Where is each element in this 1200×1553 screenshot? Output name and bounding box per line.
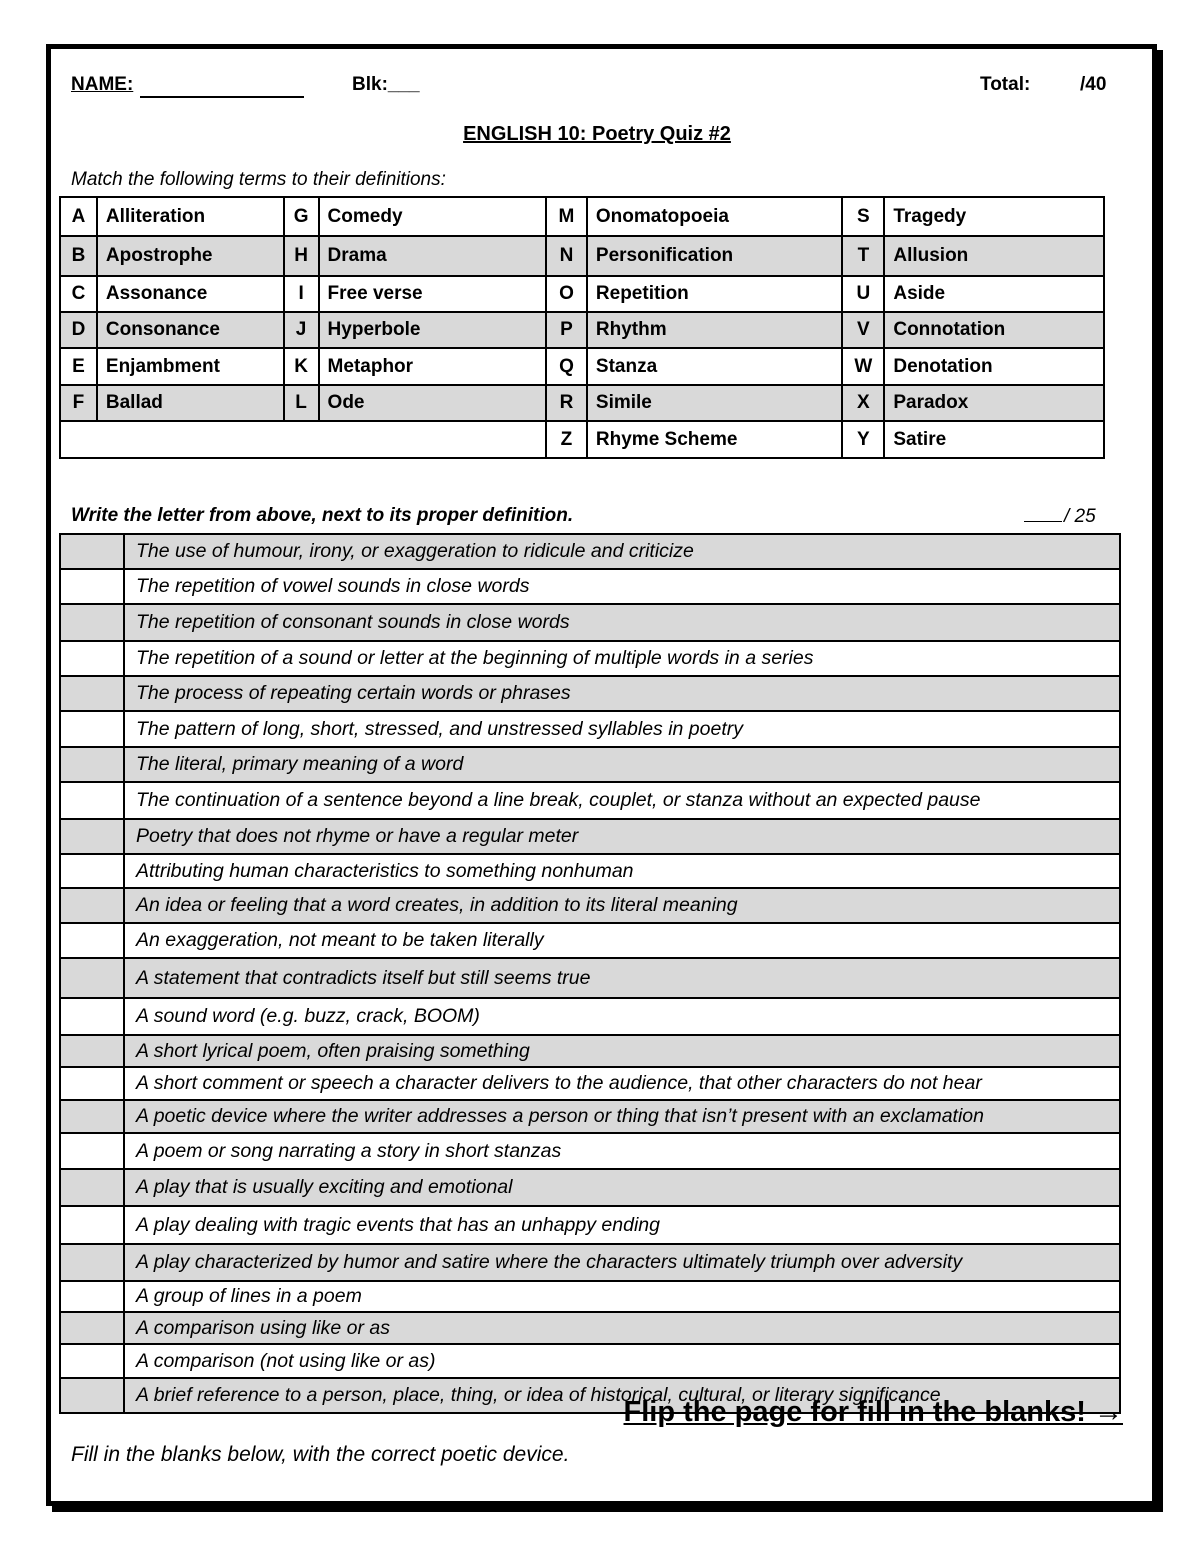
definition-text: A brief reference to a person, place, thing, or idea of historical, cultural, or literary significance <box>124 1378 1120 1413</box>
term-name: Stanza <box>587 348 843 385</box>
answer-blank[interactable] <box>60 569 124 604</box>
answer-blank[interactable] <box>60 854 124 888</box>
definition-text: The pattern of long, short, stressed, and unstressed syllables in poetry <box>124 711 1120 747</box>
total-score: /40 <box>1080 74 1107 95</box>
answer-blank[interactable] <box>60 1378 124 1413</box>
definitions-score-value: / 25 <box>1064 506 1096 527</box>
definition-row <box>60 604 1120 641</box>
term-name: Enjambment <box>97 348 284 385</box>
quiz-title: ENGLISH 10: Poetry Quiz #2 <box>463 123 731 145</box>
answer-blank[interactable] <box>60 676 124 711</box>
definition-text: An idea or feeling that a word creates, in addition to its literal meaning <box>124 888 1120 923</box>
definition-text: An exaggeration, not meant to be taken literally <box>124 923 1120 958</box>
terms-row <box>60 312 1104 348</box>
term-name: Alliteration <box>97 197 284 236</box>
answer-blank[interactable] <box>60 888 124 923</box>
definition-row <box>60 923 1120 958</box>
answer-blank[interactable] <box>60 1067 124 1100</box>
term-name: Ode <box>319 385 546 421</box>
answer-blank[interactable] <box>60 1035 124 1067</box>
terms-row <box>60 421 1104 458</box>
definition-text: A group of lines in a poem <box>124 1281 1120 1312</box>
answer-blank[interactable] <box>60 923 124 958</box>
definition-text: A short lyrical poem, often praising something <box>124 1035 1120 1067</box>
answer-blank[interactable] <box>60 534 124 569</box>
definition-row <box>60 1100 1120 1133</box>
definition-text: A play characterized by humor and satire where the characters ultimately triumph over adversity <box>124 1244 1120 1281</box>
definition-text: The repetition of consonant sounds in close words <box>124 604 1120 641</box>
term-letter: O <box>546 276 587 312</box>
term-name: Paradox <box>884 385 1104 421</box>
answer-blank[interactable] <box>60 1100 124 1133</box>
definition-text: A poetic device where the writer addresses a person or thing that isn’t present with an exclamation <box>124 1100 1120 1133</box>
definition-row <box>60 1169 1120 1206</box>
total-label: Total: <box>980 74 1031 95</box>
term-letter: N <box>546 236 587 276</box>
answer-blank[interactable] <box>60 604 124 641</box>
answer-blank[interactable] <box>60 1281 124 1312</box>
term-letter: I <box>284 276 319 312</box>
definition-row <box>60 747 1120 782</box>
definitions-instruction: Write the letter from above, next to its proper definition. <box>71 505 574 526</box>
term-letter: C <box>60 276 97 312</box>
answer-blank[interactable] <box>60 782 124 819</box>
answer-blank[interactable] <box>60 1169 124 1206</box>
term-name: Aside <box>884 276 1104 312</box>
definition-row <box>60 888 1120 923</box>
definition-text: A comparison using like or as <box>124 1312 1120 1344</box>
definitions-table <box>59 533 1121 1414</box>
term-letter: E <box>60 348 97 385</box>
term-name: Assonance <box>97 276 284 312</box>
answer-blank[interactable] <box>60 1133 124 1169</box>
term-name: Personification <box>587 236 843 276</box>
definitions-score <box>1024 505 1096 528</box>
definition-row <box>60 641 1120 676</box>
term-name: Ballad <box>97 385 284 421</box>
term-letter: F <box>60 385 97 421</box>
block-label: Blk:___ <box>352 74 420 95</box>
definition-row <box>60 782 1120 819</box>
definition-row <box>60 569 1120 604</box>
term-letter: V <box>842 312 884 348</box>
score-blank[interactable] <box>1024 505 1062 522</box>
answer-blank[interactable] <box>60 998 124 1035</box>
terms-row <box>60 348 1104 385</box>
term-name: Denotation <box>884 348 1104 385</box>
definition-text: A sound word (e.g. buzz, crack, BOOM) <box>124 998 1120 1035</box>
definition-row <box>60 676 1120 711</box>
term-name: Hyperbole <box>319 312 546 348</box>
definition-text: Attributing human characteristics to something nonhuman <box>124 854 1120 888</box>
term-letter: K <box>284 348 319 385</box>
term-name: Metaphor <box>319 348 546 385</box>
definition-row <box>60 711 1120 747</box>
terms-table <box>59 196 1105 459</box>
answer-blank[interactable] <box>60 1244 124 1281</box>
term-name: Drama <box>319 236 546 276</box>
answer-blank[interactable] <box>60 1206 124 1244</box>
definition-text: The repetition of vowel sounds in close words <box>124 569 1120 604</box>
answer-blank[interactable] <box>60 1312 124 1344</box>
term-letter: Q <box>546 348 587 385</box>
term-name: Repetition <box>587 276 843 312</box>
answer-blank[interactable] <box>60 747 124 782</box>
term-letter: R <box>546 385 587 421</box>
definition-text: The use of humour, irony, or exaggeration to ridicule and criticize <box>124 534 1120 569</box>
term-name: Allusion <box>884 236 1104 276</box>
definition-row <box>60 854 1120 888</box>
definition-text: The repetition of a sound or letter at the beginning of multiple words in a series <box>124 641 1120 676</box>
definition-row <box>60 1067 1120 1100</box>
answer-blank[interactable] <box>60 711 124 747</box>
definition-row <box>60 998 1120 1035</box>
term-letter: U <box>842 276 884 312</box>
definition-text: A play dealing with tragic events that has an unhappy ending <box>124 1206 1120 1244</box>
term-name: Satire <box>884 421 1104 458</box>
term-name: Comedy <box>319 197 546 236</box>
answer-blank[interactable] <box>60 819 124 854</box>
definition-text: A short comment or speech a character delivers to the audience, that other characters do not hear <box>124 1067 1120 1100</box>
term-letter: D <box>60 312 97 348</box>
match-instruction: Match the following terms to their definitions: <box>71 169 446 190</box>
definition-row <box>60 1244 1120 1281</box>
term-letter: J <box>284 312 319 348</box>
term-name: Consonance <box>97 312 284 348</box>
term-name: Onomatopoeia <box>587 197 843 236</box>
terms-row <box>60 385 1104 421</box>
answer-blank[interactable] <box>60 641 124 676</box>
definition-row <box>60 1344 1120 1378</box>
term-letter: Z <box>546 421 587 458</box>
terms-empty-cell <box>60 421 546 458</box>
fill-in-instruction: Fill in the blanks below, with the correct poetic device. <box>71 1443 570 1466</box>
term-letter: B <box>60 236 97 276</box>
flip-page-note: Flip the page for fill in the blanks! → <box>623 1396 1123 1428</box>
term-letter: W <box>842 348 884 385</box>
definition-row <box>60 1281 1120 1312</box>
answer-blank[interactable] <box>60 1344 124 1378</box>
definition-text: The continuation of a sentence beyond a line break, couplet, or stanza without an expected pause <box>124 782 1120 819</box>
definition-row <box>60 534 1120 569</box>
definition-row <box>60 1133 1120 1169</box>
definition-row <box>60 1035 1120 1067</box>
term-name: Simile <box>587 385 843 421</box>
definition-text: A comparison (not using like or as) <box>124 1344 1120 1378</box>
definition-text: Poetry that does not rhyme or have a regular meter <box>124 819 1120 854</box>
term-name: Rhythm <box>587 312 843 348</box>
definition-text: A play that is usually exciting and emotional <box>124 1169 1120 1206</box>
term-letter: H <box>284 236 319 276</box>
name-label: NAME: <box>71 74 134 95</box>
term-name: Free verse <box>319 276 546 312</box>
term-letter: G <box>284 197 319 236</box>
term-letter: M <box>546 197 587 236</box>
definition-text: The process of repeating certain words or phrases <box>124 676 1120 711</box>
name-blank[interactable] <box>140 96 304 98</box>
terms-row <box>60 276 1104 312</box>
term-letter: S <box>842 197 884 236</box>
definition-row <box>60 1206 1120 1244</box>
term-letter: L <box>284 385 319 421</box>
term-letter: P <box>546 312 587 348</box>
term-letter: A <box>60 197 97 236</box>
term-letter: T <box>842 236 884 276</box>
answer-blank[interactable] <box>60 958 124 998</box>
term-name: Rhyme Scheme <box>587 421 843 458</box>
definition-row <box>60 958 1120 998</box>
definition-text: A poem or song narrating a story in short stanzas <box>124 1133 1120 1169</box>
term-name: Apostrophe <box>97 236 284 276</box>
term-letter: X <box>842 385 884 421</box>
definition-text: A statement that contradicts itself but still seems true <box>124 958 1120 998</box>
term-letter: Y <box>842 421 884 458</box>
terms-row <box>60 236 1104 276</box>
terms-row <box>60 197 1104 236</box>
term-name: Connotation <box>884 312 1104 348</box>
definition-row <box>60 819 1120 854</box>
definition-row <box>60 1312 1120 1344</box>
term-name: Tragedy <box>884 197 1104 236</box>
definition-text: The literal, primary meaning of a word <box>124 747 1120 782</box>
